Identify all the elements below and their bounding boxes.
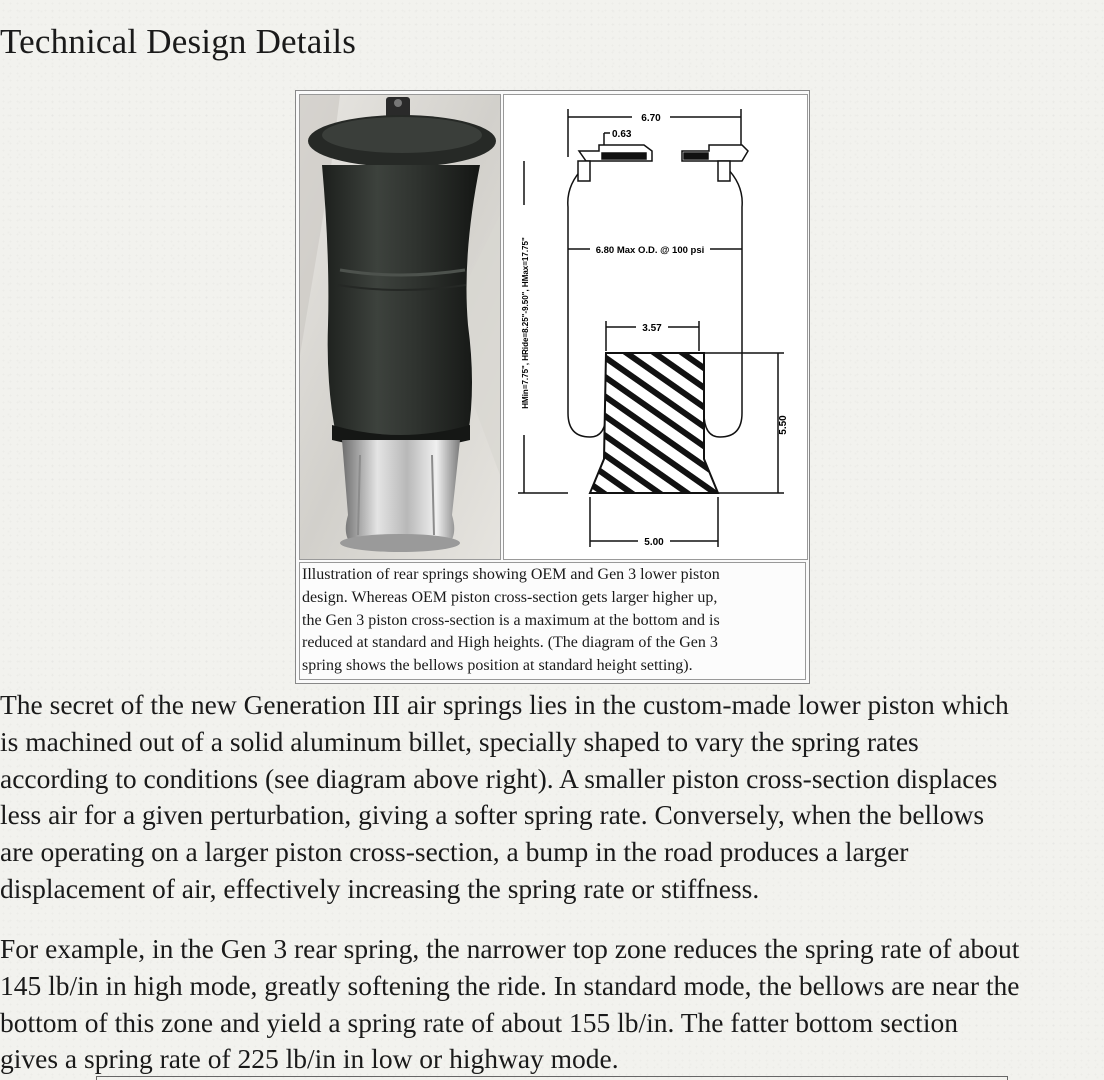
- paragraph-generation-iii: [0, 687, 1104, 908]
- paragraph-line: bottom of this zone and yield a spring rate of about 155 lb/in. The fatter bottom section: [0, 1006, 958, 1038]
- dim-width-top: 6.70: [641, 113, 661, 124]
- caption-line: the Gen 3 piston cross-section is a maximum at the bottom and is: [302, 611, 720, 629]
- figure-caption: [299, 562, 806, 680]
- paragraph-line: is machined out of a solid aluminum billet, specially shaped to vary the spring rates: [0, 725, 919, 757]
- dim-heights: HMin=7.75", HRide=8.25"-9.50", HMax=17.75": [521, 237, 530, 409]
- paragraph-line: gives a spring rate of 225 lb/in in low or highway mode.: [0, 1043, 619, 1075]
- paragraph-example: [0, 931, 1104, 1078]
- spring-figure: [295, 90, 810, 684]
- dim-max-od: 6.80 Max O.D. @ 100 psi: [595, 245, 705, 256]
- paragraph-line: For example, in the Gen 3 rear spring, the narrower top zone reduces the spring rate of about: [0, 933, 1020, 964]
- dim-piston-height: 5.50: [778, 415, 789, 435]
- caption-line: design. Whereas OEM piston cross-section gets larger higher up,: [302, 588, 718, 606]
- page-title: Technical Design Details: [0, 22, 357, 61]
- caption-line: spring shows the bellows position at standard height setting).: [302, 657, 693, 675]
- paragraph-line: less air for a given perturbation, giving a softer spring rate. Conversely, when the bellows: [0, 799, 985, 831]
- paragraph-line: according to conditions (see diagram above right). A smaller piston cross-section displaces: [0, 762, 998, 794]
- next-table-edge: [96, 1076, 1008, 1080]
- dim-piston-top: 3.57: [642, 323, 662, 334]
- dim-lip: 0.63: [612, 129, 632, 140]
- caption-line: reduced at standard and High heights. (The diagram of the Gen 3: [302, 634, 718, 652]
- paragraph-line: The secret of the new Generation III air springs lies in the custom-made lower piston which: [0, 689, 1009, 720]
- gen3-spring-diagram: [503, 94, 808, 560]
- air-spring-photo: [299, 94, 501, 560]
- paragraph-line: displacement of air, effectively increasing the spring rate or stiffness.: [0, 872, 760, 904]
- paragraph-line: 145 lb/in in high mode, greatly softening the ride. In standard mode, the bellows are near the: [0, 969, 1020, 1001]
- paragraph-line: are operating on a larger piston cross-section, a bump in the road produces a larger: [0, 836, 909, 868]
- dim-piston-base: 5.00: [644, 537, 664, 548]
- caption-line: Illustration of rear springs showing OEM and Gen 3 lower piston: [302, 566, 720, 583]
